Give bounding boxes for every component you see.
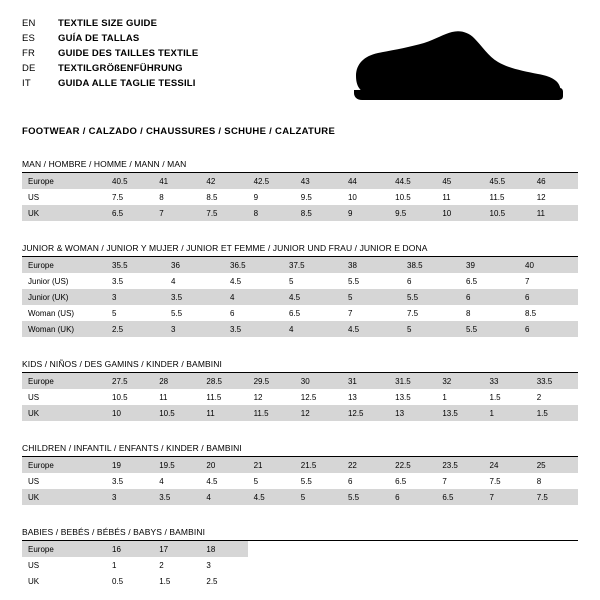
row-label: US (28, 476, 40, 486)
cell (484, 573, 531, 589)
cell: 38 (342, 257, 401, 273)
table-row (22, 321, 578, 337)
cell: 1 (112, 560, 117, 570)
cell: 2.5 (206, 576, 218, 586)
cell (531, 573, 578, 589)
cell: 6.5 (466, 276, 478, 286)
cell: 42 (200, 173, 247, 189)
row-label: Junior (UK) (22, 289, 106, 305)
row-label: Europe (22, 457, 106, 473)
cell: 43 (295, 173, 342, 189)
table-row (22, 173, 578, 189)
size-table (22, 373, 578, 421)
cell (531, 541, 578, 557)
cell: 40 (519, 257, 578, 273)
cell: 6 (460, 289, 519, 305)
cell: 9 (342, 205, 389, 221)
cell: 4.5 (206, 476, 218, 486)
cell (389, 573, 436, 589)
cell: 25 (531, 457, 578, 473)
language-title: TEXTILE SIZE GUIDE (58, 18, 158, 29)
cell: 22.5 (389, 457, 436, 473)
cell (389, 557, 436, 573)
cell: 11.5 (248, 405, 295, 421)
cell: 1 (442, 392, 447, 402)
block-title: BABIES / BEBÉS / BÉBÉS / BABYS / BAMBINI (22, 527, 206, 537)
cell (342, 541, 389, 557)
cell: 4 (283, 321, 342, 337)
cell: 5.5 (460, 321, 519, 337)
cell: 10 (106, 405, 153, 421)
cell: 1.5 (159, 576, 171, 586)
header (22, 18, 578, 110)
cell: 8 (466, 308, 471, 318)
cell: 6 (389, 489, 436, 505)
language-row (22, 78, 198, 93)
cell: 9.5 (389, 205, 436, 221)
cell: 21 (248, 457, 295, 473)
cell: 1.5 (489, 392, 501, 402)
language-code: ES (22, 33, 36, 44)
cell: 36 (165, 257, 224, 273)
cell: 6 (230, 308, 235, 318)
cell: 10 (347, 192, 357, 202)
size-table (22, 257, 578, 337)
cell: 28 (153, 373, 200, 389)
language-code: DE (22, 63, 36, 74)
row-label: Woman (UK) (22, 321, 106, 337)
language-code: EN (22, 18, 36, 29)
cell: 3.5 (153, 489, 200, 505)
cell: 31 (342, 373, 389, 389)
cell: 4.5 (248, 489, 295, 505)
cell: 11 (200, 405, 247, 421)
cell: 7.5 (407, 308, 419, 318)
cell: 6.5 (289, 308, 301, 318)
cell (295, 557, 342, 573)
cell: 0.5 (112, 576, 124, 586)
table-row (22, 541, 578, 557)
language-row (22, 18, 198, 33)
language-title: GUIDA ALLE TAGLIE TESSILI (58, 78, 196, 89)
cell (531, 557, 578, 573)
cell: 39 (460, 257, 519, 273)
cell: 30 (295, 373, 342, 389)
block-title: CHILDREN / INFANTIL / ENFANTS / KINDER / BAMBINI (22, 443, 242, 453)
cell: 4.5 (342, 321, 401, 337)
cell: 19 (106, 457, 153, 473)
cell: 6.5 (395, 476, 407, 486)
cell: 27.5 (106, 373, 153, 389)
cell: 18 (200, 541, 247, 557)
cell: 44.5 (389, 173, 436, 189)
cell: 40.5 (106, 173, 153, 189)
language-row (22, 63, 198, 78)
cell: 13 (347, 392, 357, 402)
cell: 9 (253, 192, 259, 202)
block-title: MAN / HOMBRE / HOMME / MANN / MAN (22, 159, 187, 169)
row-label: UK (22, 489, 106, 505)
cell: 8 (248, 205, 295, 221)
cell: 5 (253, 476, 259, 486)
table-row (22, 273, 578, 289)
cell: 44 (342, 173, 389, 189)
cell (342, 557, 389, 573)
size-table (22, 541, 578, 589)
row-label: Woman (US) (28, 308, 75, 318)
cell: 7 (153, 205, 200, 221)
cell: 35.5 (106, 257, 165, 273)
row-label: US (28, 560, 40, 570)
dress-shoe-icon (348, 30, 568, 110)
cell: 8.5 (525, 308, 537, 318)
cell: 12.5 (342, 405, 389, 421)
cell: 5.5 (348, 276, 360, 286)
cell: 1.5 (531, 405, 578, 421)
table-row (22, 389, 578, 405)
cell: 8.5 (295, 205, 342, 221)
cell: 3 (206, 560, 211, 570)
cell: 5.5 (342, 489, 389, 505)
cell: 41 (153, 173, 200, 189)
cell (295, 573, 342, 589)
language-title: TEXTILGRÖßENFÜHRUNG (58, 63, 183, 74)
cell: 6.5 (436, 489, 483, 505)
cell: 7 (525, 276, 530, 286)
cell: 6 (347, 476, 353, 486)
table-row (22, 573, 578, 589)
table-row (22, 373, 578, 389)
size-table (22, 173, 578, 221)
size-block-children (22, 443, 578, 505)
cell: 12 (295, 405, 342, 421)
cell: 2 (536, 392, 542, 402)
cell: 12 (253, 392, 263, 402)
cell: 46 (531, 173, 578, 189)
cell: 45.5 (484, 173, 531, 189)
cell: 3 (106, 289, 165, 305)
cell: 7.5 (489, 476, 501, 486)
cell (248, 557, 295, 573)
cell: 10.5 (153, 405, 200, 421)
cell: 3.5 (224, 321, 283, 337)
cell: 29.5 (248, 373, 295, 389)
cell: 33 (484, 373, 531, 389)
cell: 21.5 (295, 457, 342, 473)
row-label: Europe (22, 541, 106, 557)
cell: 6 (519, 321, 578, 337)
table-row (22, 473, 578, 489)
cell: 36.5 (224, 257, 283, 273)
cell: 23.5 (436, 457, 483, 473)
language-title-list (22, 18, 198, 93)
table-row (22, 205, 578, 221)
size-block-babies (22, 527, 578, 589)
cell: 3 (165, 321, 224, 337)
language-row (22, 33, 198, 48)
cell: 2.5 (106, 321, 165, 337)
cell: 8 (159, 192, 164, 202)
size-block-junior-woman (22, 243, 578, 337)
cell: 38.5 (401, 257, 460, 273)
language-code: IT (22, 78, 31, 89)
row-label: UK (22, 205, 106, 221)
language-title: GUIDE DES TAILLES TEXTILE (58, 48, 199, 59)
cell: 42.5 (248, 173, 295, 189)
block-title: JUNIOR & WOMAN / JUNIOR Y MUJER / JUNIOR ET FEMME / JUNIOR UND FRAU / JUNIOR E DONA (22, 243, 428, 253)
cell: 13.5 (436, 405, 483, 421)
cell: 17 (153, 541, 200, 557)
cell: 8.5 (206, 192, 218, 202)
row-label: Europe (22, 257, 106, 273)
cell (295, 541, 342, 557)
cell: 7.5 (200, 205, 247, 221)
cell: 6 (519, 289, 578, 305)
cell: 4 (224, 289, 283, 305)
block-title: KIDS / NIÑOS / DES GAMINS / KINDER / BAMBINI (22, 359, 222, 369)
table-row (22, 457, 578, 473)
cell: 5 (289, 276, 294, 286)
language-row (22, 48, 198, 63)
cell: 5 (112, 308, 117, 318)
row-label: UK (22, 405, 106, 421)
cell: 10.5 (395, 192, 411, 202)
cell: 3 (106, 489, 153, 505)
cell: 9.5 (300, 192, 312, 202)
language-title: GUÍA DE TALLAS (58, 33, 140, 44)
row-label: US (28, 192, 40, 202)
size-block-kids (22, 359, 578, 421)
cell: 3.5 (165, 289, 224, 305)
cell (342, 573, 389, 589)
cell: 11.5 (206, 392, 222, 402)
cell: 31.5 (389, 373, 436, 389)
cell: 6 (407, 276, 412, 286)
cell (436, 573, 483, 589)
cell: 6.5 (106, 205, 153, 221)
cell (389, 541, 436, 557)
cell: 10.5 (112, 392, 128, 402)
cell: 11 (159, 392, 168, 402)
cell: 19.5 (153, 457, 200, 473)
cell: 37.5 (283, 257, 342, 273)
size-table (22, 457, 578, 505)
cell: 4 (171, 276, 176, 286)
row-label: Junior (US) (28, 276, 69, 286)
cell: 22 (342, 457, 389, 473)
cell: 13.5 (395, 392, 411, 402)
cell: 7 (442, 476, 447, 486)
cell (436, 557, 483, 573)
cell: 4 (200, 489, 247, 505)
table-row (22, 557, 578, 573)
cell: 5.5 (401, 289, 460, 305)
cell: 7.5 (112, 192, 124, 202)
table-row (22, 257, 578, 273)
cell: 3.5 (112, 476, 124, 486)
cell: 5 (342, 289, 401, 305)
cell: 20 (200, 457, 247, 473)
cell: 12 (536, 192, 546, 202)
row-label: Europe (22, 173, 106, 189)
cell: 11 (442, 192, 451, 202)
cell: 32 (436, 373, 483, 389)
cell: 5.5 (171, 308, 183, 318)
cell: 5 (401, 321, 460, 337)
cell: 2 (159, 560, 164, 570)
table-row (22, 489, 578, 505)
cell: 24 (484, 457, 531, 473)
cell: 10 (436, 205, 483, 221)
table-row (22, 189, 578, 205)
cell: 13 (389, 405, 436, 421)
cell: 8 (536, 476, 542, 486)
category-title: FOOTWEAR / CALZADO / CHAUSSURES / SCHUHE / CALZATURE (22, 126, 336, 137)
cell (248, 541, 295, 557)
cell: 5.5 (300, 476, 312, 486)
cell: 16 (106, 541, 153, 557)
cell: 1 (484, 405, 531, 421)
table-row (22, 305, 578, 321)
table-row (22, 405, 578, 421)
cell: 11 (531, 205, 578, 221)
cell: 4.5 (230, 276, 242, 286)
cell: 11.5 (489, 192, 505, 202)
language-code: FR (22, 48, 36, 59)
size-block-man (22, 159, 578, 221)
table-row (22, 289, 578, 305)
cell (484, 557, 531, 573)
cell (248, 573, 295, 589)
cell: 12.5 (300, 392, 317, 402)
cell: 7 (348, 308, 353, 318)
cell (436, 541, 483, 557)
cell (484, 541, 531, 557)
cell: 4.5 (283, 289, 342, 305)
cell: 45 (436, 173, 483, 189)
cell: 10.5 (484, 205, 531, 221)
row-label: Europe (22, 373, 106, 389)
cell: 7 (484, 489, 531, 505)
cell: 28.5 (200, 373, 247, 389)
cell: 3.5 (112, 276, 124, 286)
cell: 7.5 (531, 489, 578, 505)
cell: 33.5 (531, 373, 578, 389)
cell: 5 (295, 489, 342, 505)
row-label: UK (28, 576, 40, 586)
row-label: US (28, 392, 40, 402)
cell: 4 (159, 476, 164, 486)
